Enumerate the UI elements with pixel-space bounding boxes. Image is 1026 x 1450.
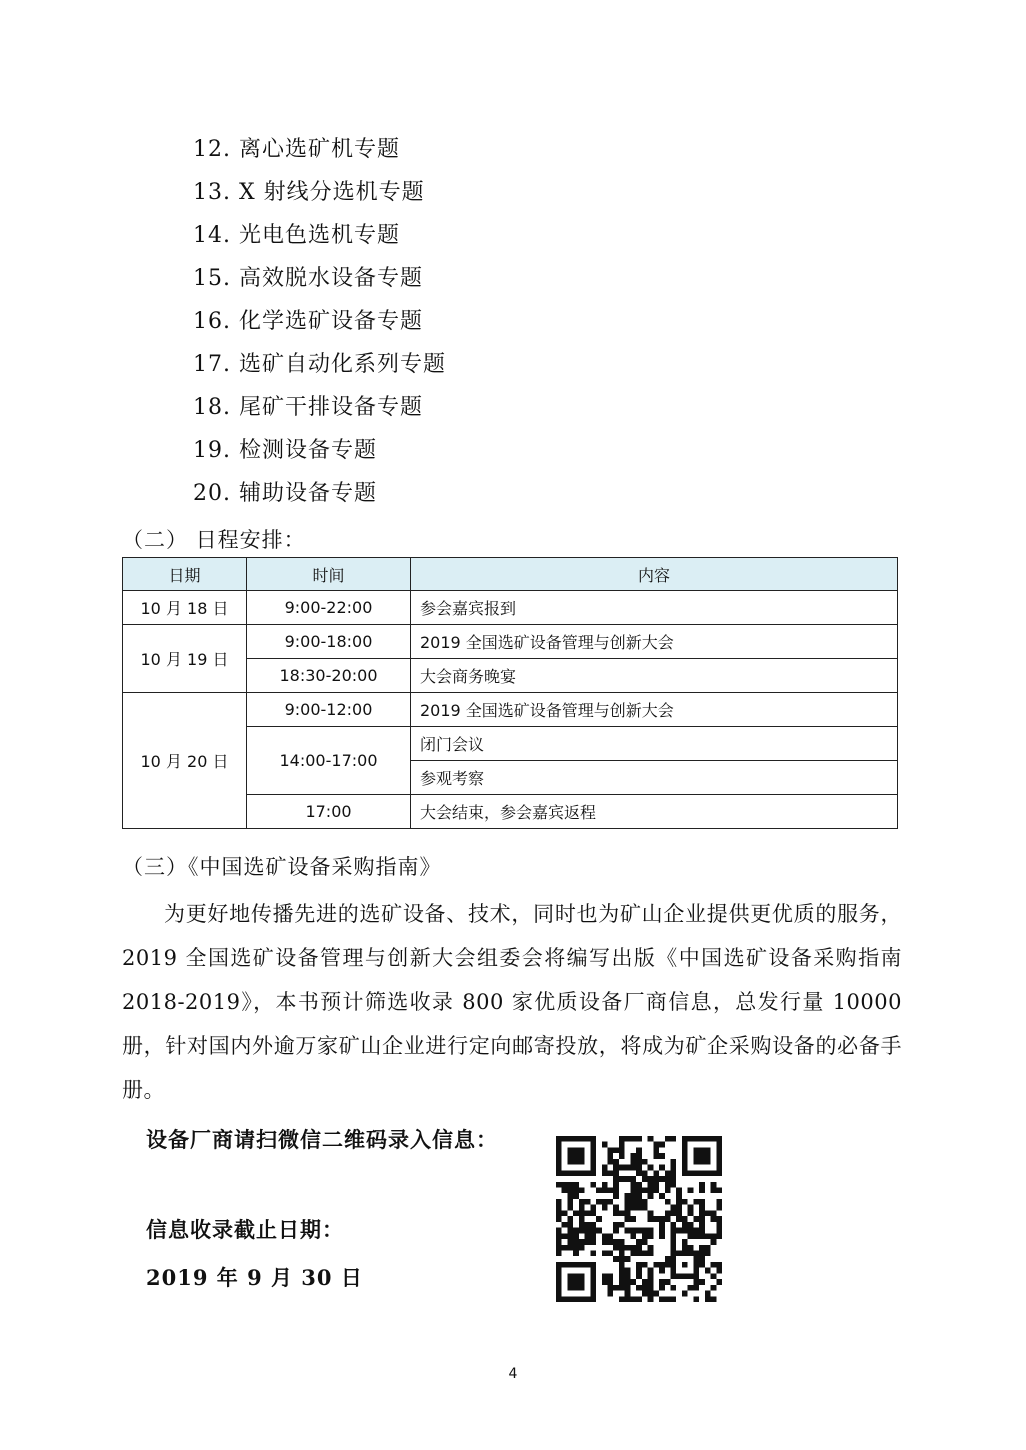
schedule-header-row xyxy=(123,558,898,591)
schedule-content: 大会结束，参会嘉宾返程 xyxy=(411,795,898,829)
schedule-content: 2019 全国选矿设备管理与创新大会 xyxy=(411,693,898,727)
guide-description xyxy=(122,892,902,1112)
page-number: 4 xyxy=(508,1366,518,1382)
schedule-time: 9:00-18:00 xyxy=(247,625,411,659)
header-content: 内容 xyxy=(411,558,898,591)
topic-list xyxy=(193,128,446,515)
schedule-content: 参观考察 xyxy=(411,761,898,795)
section-guide-title: （三）《中国选矿设备采购指南》 xyxy=(122,855,442,879)
schedule-row xyxy=(123,625,898,659)
deadline-label: 信息收录截止日期： xyxy=(146,1217,344,1242)
schedule-row xyxy=(123,591,898,625)
guide-paragraph: 为更好地传播先进的选矿设备、技术，同时也为矿山企业提供更优质的服务，2019 全国选矿设备管理与创新大会组委会将编写出版《中国选矿设备采购指南 2018-2019》，本书预计筛选收录 800 家优质设备厂商信息，总发行量 10000 册，针对国内外逾万家矿山企业进行定向邮寄投放，将成为矿企采购设备的必备手册。 xyxy=(122,902,902,1102)
topic-item: 14. 光电色选机专题 xyxy=(193,223,400,248)
topic-item: 17. 选矿自动化系列专题 xyxy=(193,352,446,377)
topic-item: 19. 检测设备专题 xyxy=(193,438,377,463)
topic-item: 15. 高效脱水设备专题 xyxy=(193,266,423,291)
schedule-time: 14:00-17:00 xyxy=(247,727,411,795)
schedule-content: 2019 全国选矿设备管理与创新大会 xyxy=(411,625,898,659)
topic-item: 16. 化学选矿设备专题 xyxy=(193,309,423,334)
topic-item: 20. 辅助设备专题 xyxy=(193,481,377,506)
schedule-date: 10 月 20 日 xyxy=(123,693,247,829)
section-schedule-title: （二） 日程安排： xyxy=(122,528,306,552)
topic-item: 13. X 射线分选机专题 xyxy=(193,180,425,205)
schedule-time: 9:00-12:00 xyxy=(247,693,411,727)
schedule-time: 18:30-20:00 xyxy=(247,659,411,693)
schedule-content: 大会商务晚宴 xyxy=(411,659,898,693)
schedule-date: 10 月 18 日 xyxy=(123,591,247,625)
schedule-date: 10 月 19 日 xyxy=(123,625,247,693)
schedule-row xyxy=(123,693,898,727)
schedule-time: 17:00 xyxy=(247,795,411,829)
schedule-content: 闭门会议 xyxy=(411,727,898,761)
topic-item: 18. 尾矿干排设备专题 xyxy=(193,395,423,420)
deadline-date: 2019 年 9 月 30 日 xyxy=(146,1265,363,1290)
qr-code-icon[interactable] xyxy=(556,1136,722,1302)
scan-prompt: 设备厂商请扫微信二维码录入信息： xyxy=(146,1127,498,1152)
schedule-table xyxy=(122,557,898,829)
header-date: 日期 xyxy=(123,558,247,591)
header-time: 时间 xyxy=(247,558,411,591)
schedule-time: 9:00-22:00 xyxy=(247,591,411,625)
schedule-content: 参会嘉宾报到 xyxy=(411,591,898,625)
topic-item: 12. 离心选矿机专题 xyxy=(193,137,400,162)
